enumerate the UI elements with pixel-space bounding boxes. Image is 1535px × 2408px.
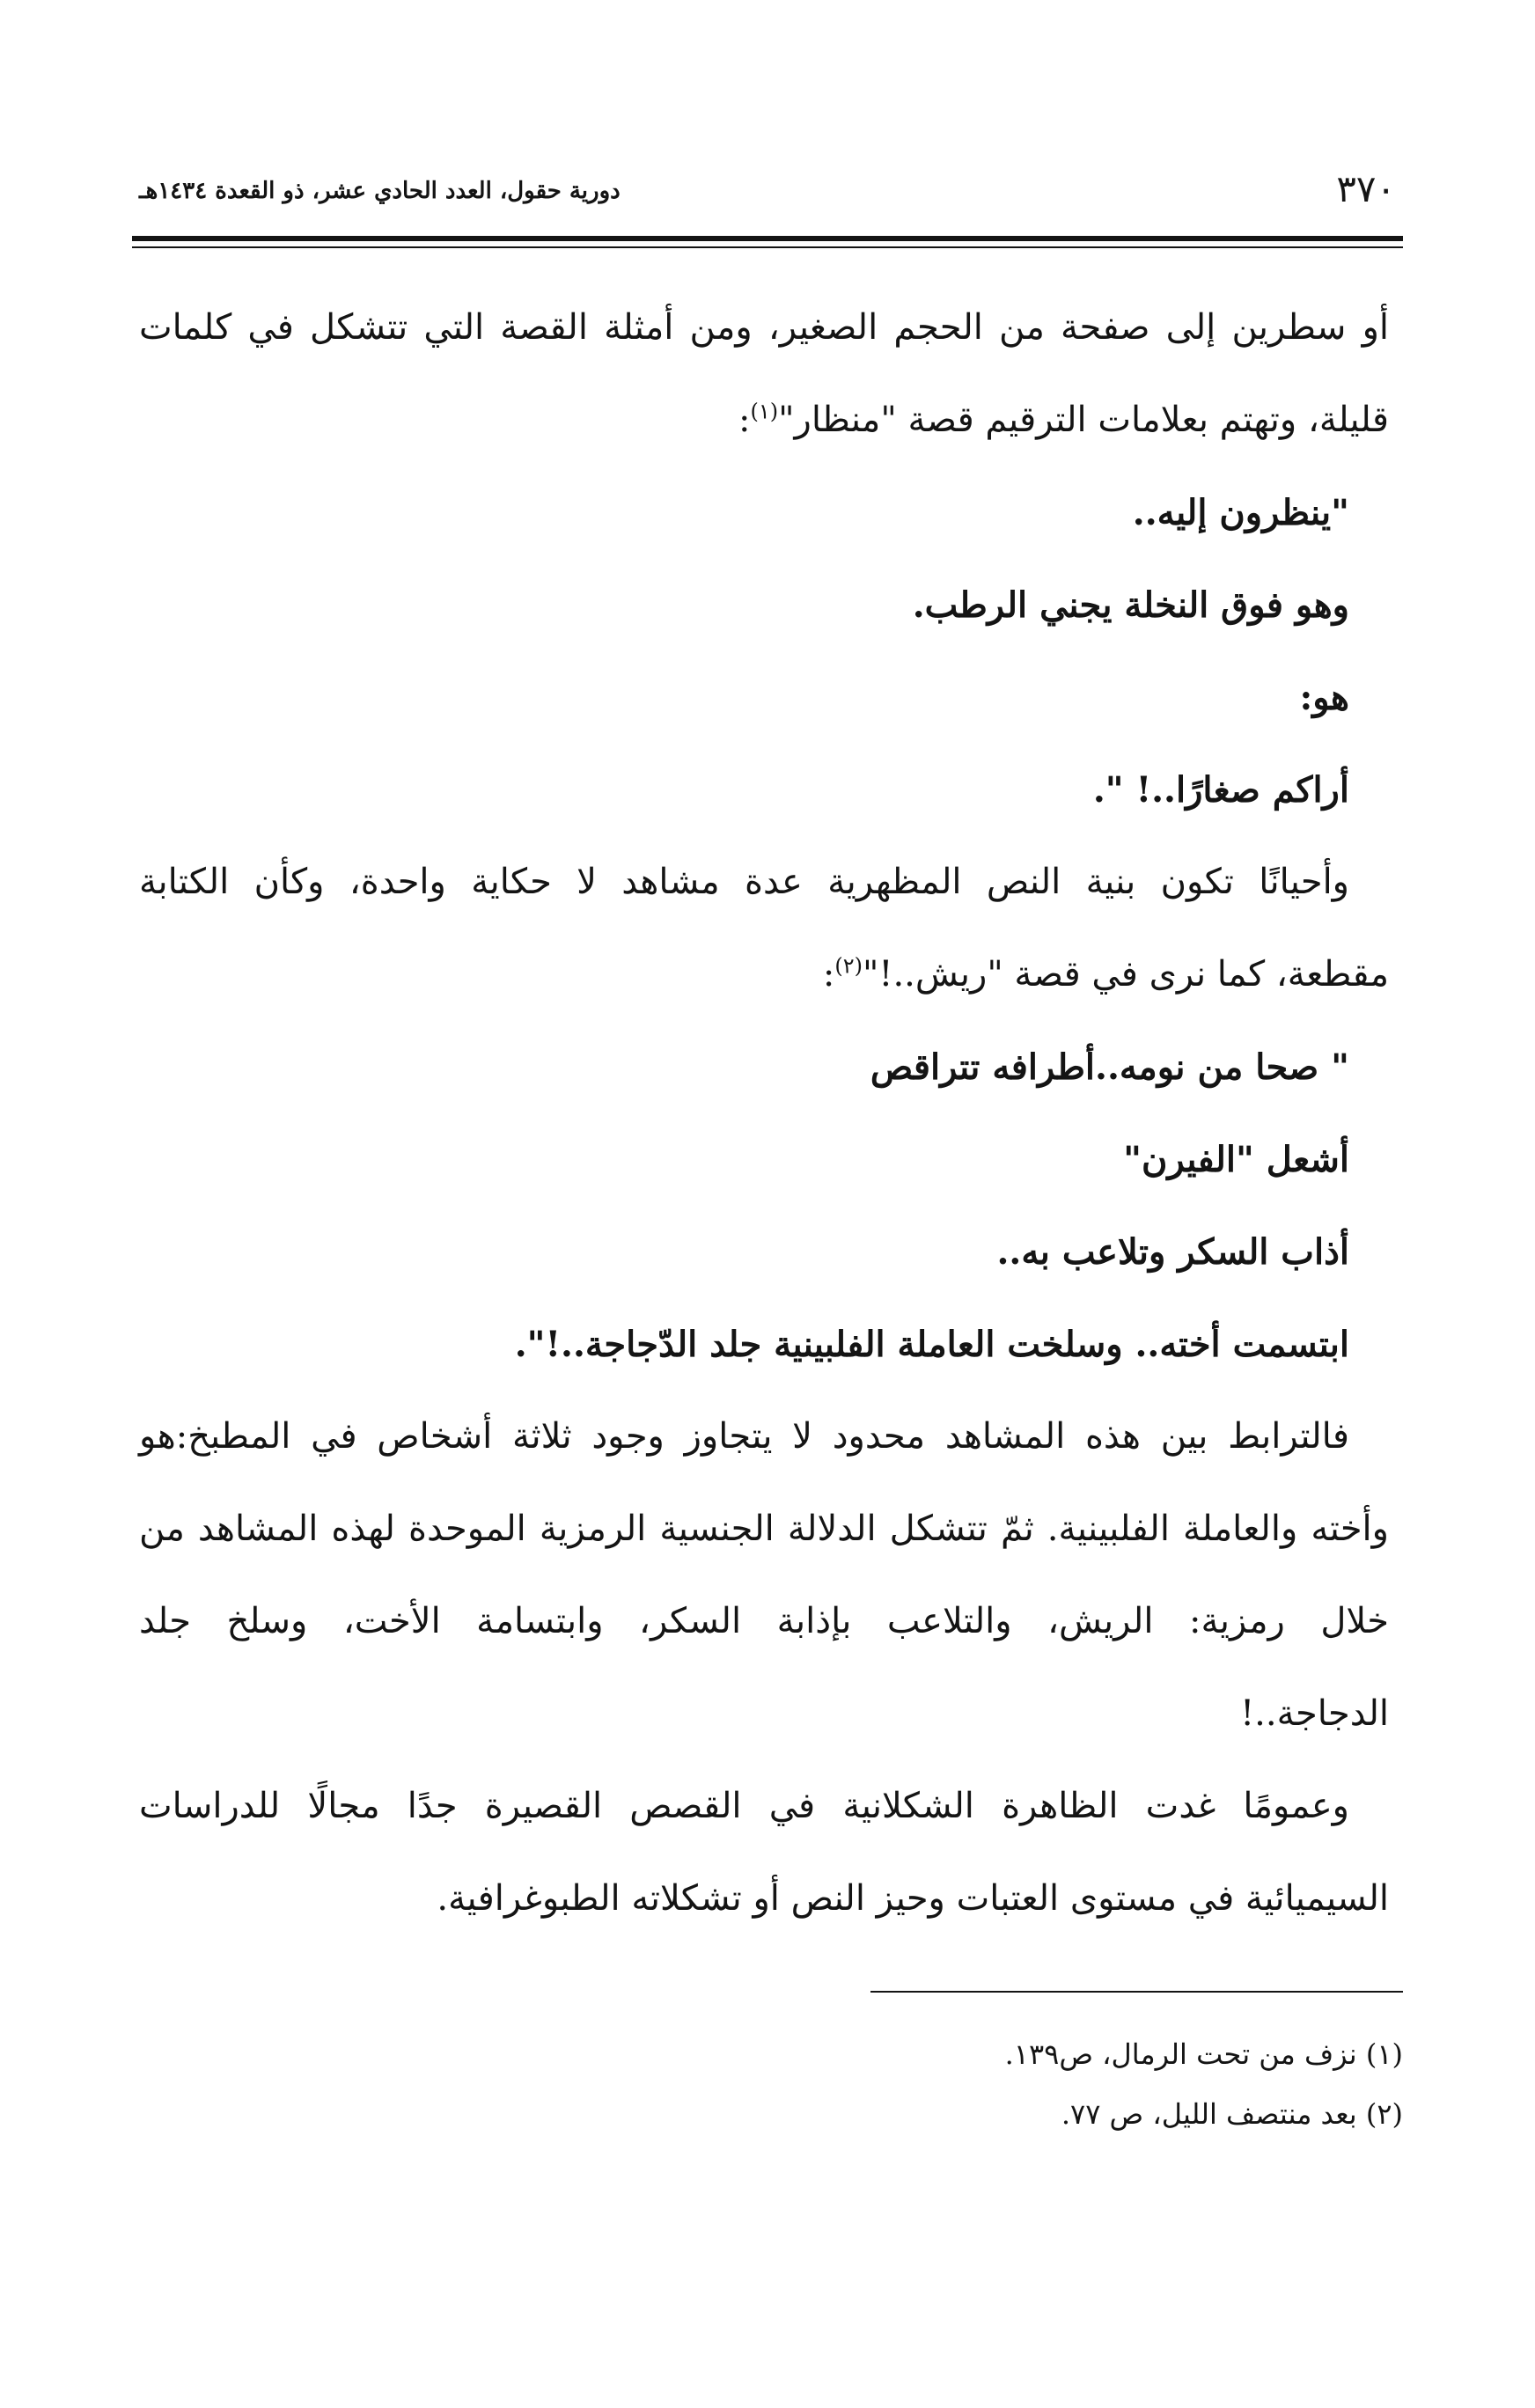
footnote: (٢) بعد منتصف الليل، ص ٧٧. xyxy=(1061,2097,1403,2131)
paragraph-line: فالترابط بين هذه المشاهد محدود لا يتجاوز وجود ثلاثة أشخاص في المطبخ:هو xyxy=(139,1416,1349,1457)
footnote-ref: (٢) xyxy=(834,953,863,979)
header-rule-thin xyxy=(132,246,1403,248)
quoted-line: ابتسمت أخته.. وسلخت العاملة الفلبينية جلد الدّجاجة..!". xyxy=(514,1324,1349,1365)
colon: : xyxy=(822,954,835,995)
paragraph-line: الدجاجة..! xyxy=(1240,1693,1389,1734)
body-text xyxy=(139,282,1389,1945)
quoted-line: " صحا من نومه..أطرافه تتراقص xyxy=(870,1046,1349,1088)
paragraph-line xyxy=(139,374,1389,466)
quoted-line: وهو فوق النخلة يجني الرطب. xyxy=(912,584,1349,626)
footnote-separator xyxy=(870,1991,1403,1993)
footnote-ref: (١) xyxy=(750,399,779,424)
footnotes xyxy=(699,2024,1403,2144)
paragraph-line xyxy=(139,929,1389,1021)
page-number: ٣٧٠ xyxy=(1336,167,1396,210)
page-header xyxy=(132,164,1403,225)
quoted-line: أذاب السكر وتلاعب به.. xyxy=(996,1231,1349,1273)
paragraph-line: وعمومًا غدت الظاهرة الشكلانية في القصص القصيرة جدًا مجالًا للدراسات xyxy=(139,1786,1349,1826)
paragraph-line: خلال رمزية: الريش، والتلاعب بإذابة السكر، وابتسامة الأخت، وسلخ جلد xyxy=(139,1601,1389,1641)
line-text: مقطعة، كما نرى في قصة "ريش..!" xyxy=(862,954,1389,995)
quoted-line: أشعل "الفيرن" xyxy=(1123,1139,1349,1180)
quoted-line: أراكم صغارًا..! ". xyxy=(1092,769,1349,811)
paragraph-line: وأخته والعاملة الفلبينية. ثمّ تتشكل الدلالة الجنسية الرمزية الموحدة لهذه المشاهد من xyxy=(139,1509,1389,1549)
footnote: (١) نزف من تحت الرمال، ص١٣٩. xyxy=(1004,2037,1403,2071)
quoted-line: هو: xyxy=(1299,677,1349,718)
line-text: قليلة، وتهتم بعلامات الترقيم قصة "منظار" xyxy=(778,400,1389,440)
paragraph-line: أو سطرين إلى صفحة من الحجم الصغير، ومن أمثلة القصة التي تتشكل في كلمات xyxy=(139,307,1389,348)
quoted-line: "ينظرون إليه.. xyxy=(1132,492,1349,533)
running-head: دورية حقول، العدد الحادي عشر، ذو القعدة ١٤٣٤هـ xyxy=(139,178,621,204)
paragraph-line: السيميائية في مستوى العتبات وحيز النص أو تشكلاته الطبوغرافية. xyxy=(437,1878,1389,1919)
colon: : xyxy=(738,400,751,440)
header-rule-thick xyxy=(132,236,1403,241)
paragraph-line: وأحيانًا تكون بنية النص المظهرية عدة مشاهد لا حكاية واحدة، وكأن الكتابة xyxy=(139,862,1349,902)
